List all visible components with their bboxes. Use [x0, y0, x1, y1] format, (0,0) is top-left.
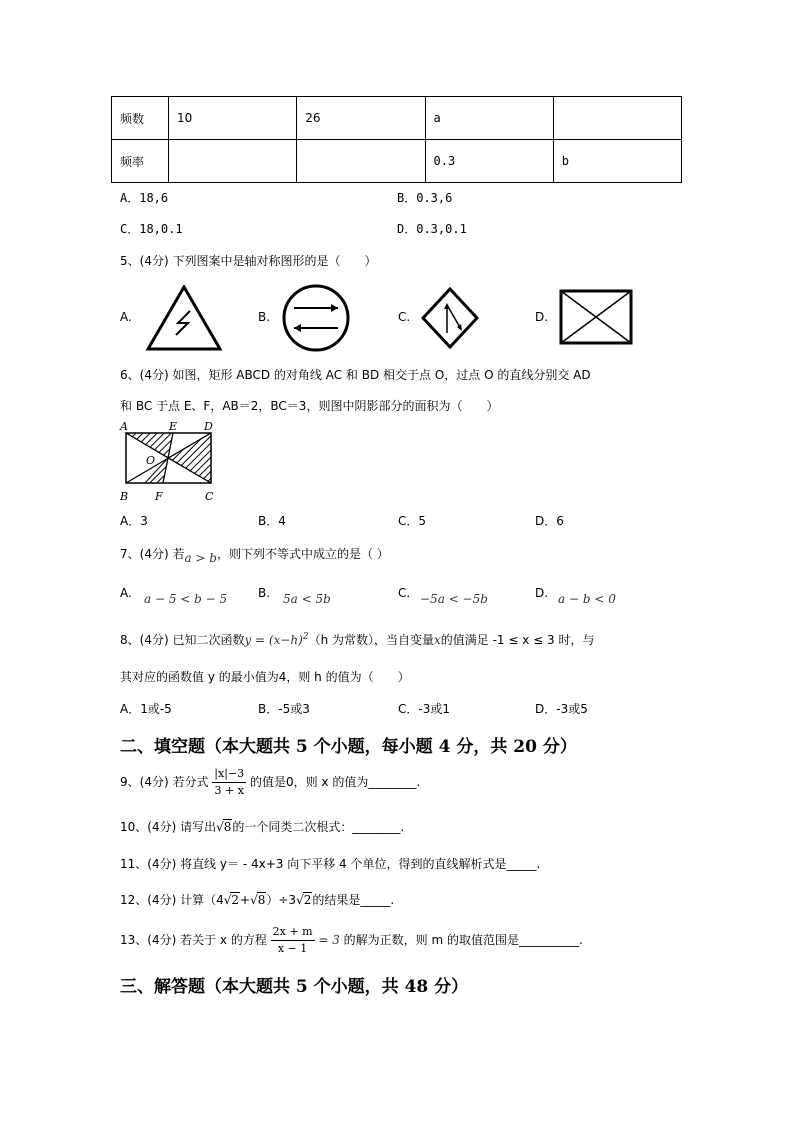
option-d: D．-3或5 [535, 702, 588, 716]
stem-text: 的解为正数，则 m 的取值范围是__________. [343, 933, 583, 947]
denominator: x − 1 [277, 942, 308, 955]
stem-text: 的一个同类二次根式：________. [232, 820, 405, 834]
label-d: D [204, 420, 213, 433]
stem-text: 7、(4分) 若 [120, 547, 185, 561]
option-a: A．3 [120, 514, 148, 528]
function-formula: y = (x−h) [244, 633, 303, 647]
stem-text: ，则下列不等式中成立的是（ ） [216, 547, 389, 561]
radicand: 8 [223, 820, 232, 834]
stem-text: （h 为常数），当自变量 [308, 633, 434, 647]
label-c: C [205, 490, 214, 503]
option-b-label: B. [258, 310, 271, 324]
table-cell [297, 140, 425, 183]
radical-icon: √ [296, 893, 304, 907]
radical-icon: √ [223, 893, 232, 907]
table-row [112, 97, 682, 140]
triangle-figure [146, 285, 222, 351]
question-5-stem: 5、(4分) 下列图案中是轴对称图形的是（ ） [120, 254, 377, 268]
option-a: A．1或-5 [120, 702, 172, 716]
option-b: B．4 [258, 514, 286, 528]
stem-text: 9、(4分) 若分式 [120, 775, 209, 789]
table-cell: a [425, 97, 553, 140]
option-b: B．-5或3 [258, 702, 310, 716]
radicand: 8 [257, 893, 266, 907]
question-8-line1 [120, 631, 594, 648]
option-d-formula: a − b < 0 [558, 592, 616, 606]
question-9 [120, 766, 420, 799]
question-11: 11、(4分) 将直线 y＝ - 4x+3 向下平移 4 个单位，得到的直线解析式是_____. [120, 857, 541, 871]
option-c: C．18,0.1 [120, 222, 183, 236]
option-d: D．0.3,0.1 [397, 222, 467, 236]
option-b-label: B. [258, 586, 271, 600]
table-cell: b [553, 140, 681, 183]
variable: x [434, 633, 441, 647]
table-cell: 频数 [112, 97, 169, 140]
table-cell [169, 140, 297, 183]
option-c: C．-3或1 [398, 702, 450, 716]
label-f: F [155, 490, 163, 503]
fraction [271, 924, 315, 957]
question-13 [120, 924, 583, 957]
numerator: |x|−3 [212, 766, 246, 783]
stem-text: 12、(4分) 计算（4 [120, 893, 224, 907]
diamond-figure [421, 287, 479, 349]
option-c-formula: −5a < −5b [420, 592, 488, 606]
exponent: 2 [302, 632, 309, 642]
option-b-formula: 5a < 5b [283, 592, 331, 606]
stem-text: 的值满足 -1 ≤ x ≤ 3 时，与 [440, 633, 595, 647]
option-d-label: D. [535, 310, 549, 324]
option-c-label: C. [398, 310, 411, 324]
table-cell: 0.3 [425, 140, 553, 183]
option-c: C．5 [398, 514, 427, 528]
section-heading: 三、解答题（本大题共 5 个小题，共 48 分） [120, 977, 469, 997]
label-o: O [146, 454, 156, 467]
question-10 [120, 818, 404, 835]
stem-text: ）÷3 [266, 893, 297, 907]
table-cell: 频率 [112, 140, 169, 183]
question-8-line2: 其对应的函数值 y 的最小值为4，则 h 的值为（ ） [120, 670, 410, 684]
equation-rhs: = 3 [318, 933, 340, 947]
stem-text: 8、(4分) 已知二次函数 [120, 633, 245, 647]
question-6-line2: 和 BC 于点 E、F，AB＝2，BC＝3，则图中阴影部分的面积为（ ） [120, 399, 499, 413]
option-a-label: A. [120, 310, 132, 324]
option-d: D．6 [535, 514, 564, 528]
question-6-line1: 6、(4分) 如图，矩形 ABCD 的对角线 AC 和 BD 相交于点 O，过点 O 的直线分别交 AD [120, 368, 591, 382]
stem-text: 13、(4分) 若关于 x 的方程 [120, 933, 267, 947]
question-7-stem [120, 545, 389, 565]
operator: + [240, 893, 251, 907]
label-a: A [120, 420, 128, 433]
stem-text: 10、(4分) 请写出 [120, 820, 217, 834]
option-b: B．0.3,6 [397, 191, 453, 205]
stem-text: 的结果是_____. [312, 893, 395, 907]
question-12 [120, 891, 394, 908]
rectangle-abcd-figure [115, 418, 223, 504]
denominator: 3 + x [214, 784, 244, 797]
numerator: 2x + m [271, 924, 315, 941]
option-c-label: C. [398, 586, 411, 600]
radicand: 2 [303, 893, 312, 907]
option-a-label: A. [120, 586, 132, 600]
table-cell: 26 [297, 97, 425, 140]
radical-icon: √ [216, 820, 224, 834]
label-b: B [120, 490, 129, 503]
table-cell: 10 [169, 97, 297, 140]
radicand: 2 [231, 893, 240, 907]
condition-formula: a > b [184, 551, 217, 565]
label-e: E [169, 420, 178, 433]
frequency-table [111, 96, 682, 183]
stem-text: 的值是0，则 x 的值为________. [249, 775, 421, 789]
radical-icon: √ [250, 893, 258, 907]
option-a: A．18,6 [120, 191, 169, 205]
table-row [112, 140, 682, 183]
rectangle-x-figure [559, 289, 633, 345]
circle-arrows-figure [282, 284, 350, 352]
option-d-label: D. [535, 586, 549, 600]
option-a-formula: a − 5 < b − 5 [144, 592, 228, 606]
table-cell [553, 97, 681, 140]
section-heading: 二、填空题（本大题共 5 个小题，每小题 4 分，共 20 分） [120, 737, 577, 757]
fraction [212, 766, 246, 799]
